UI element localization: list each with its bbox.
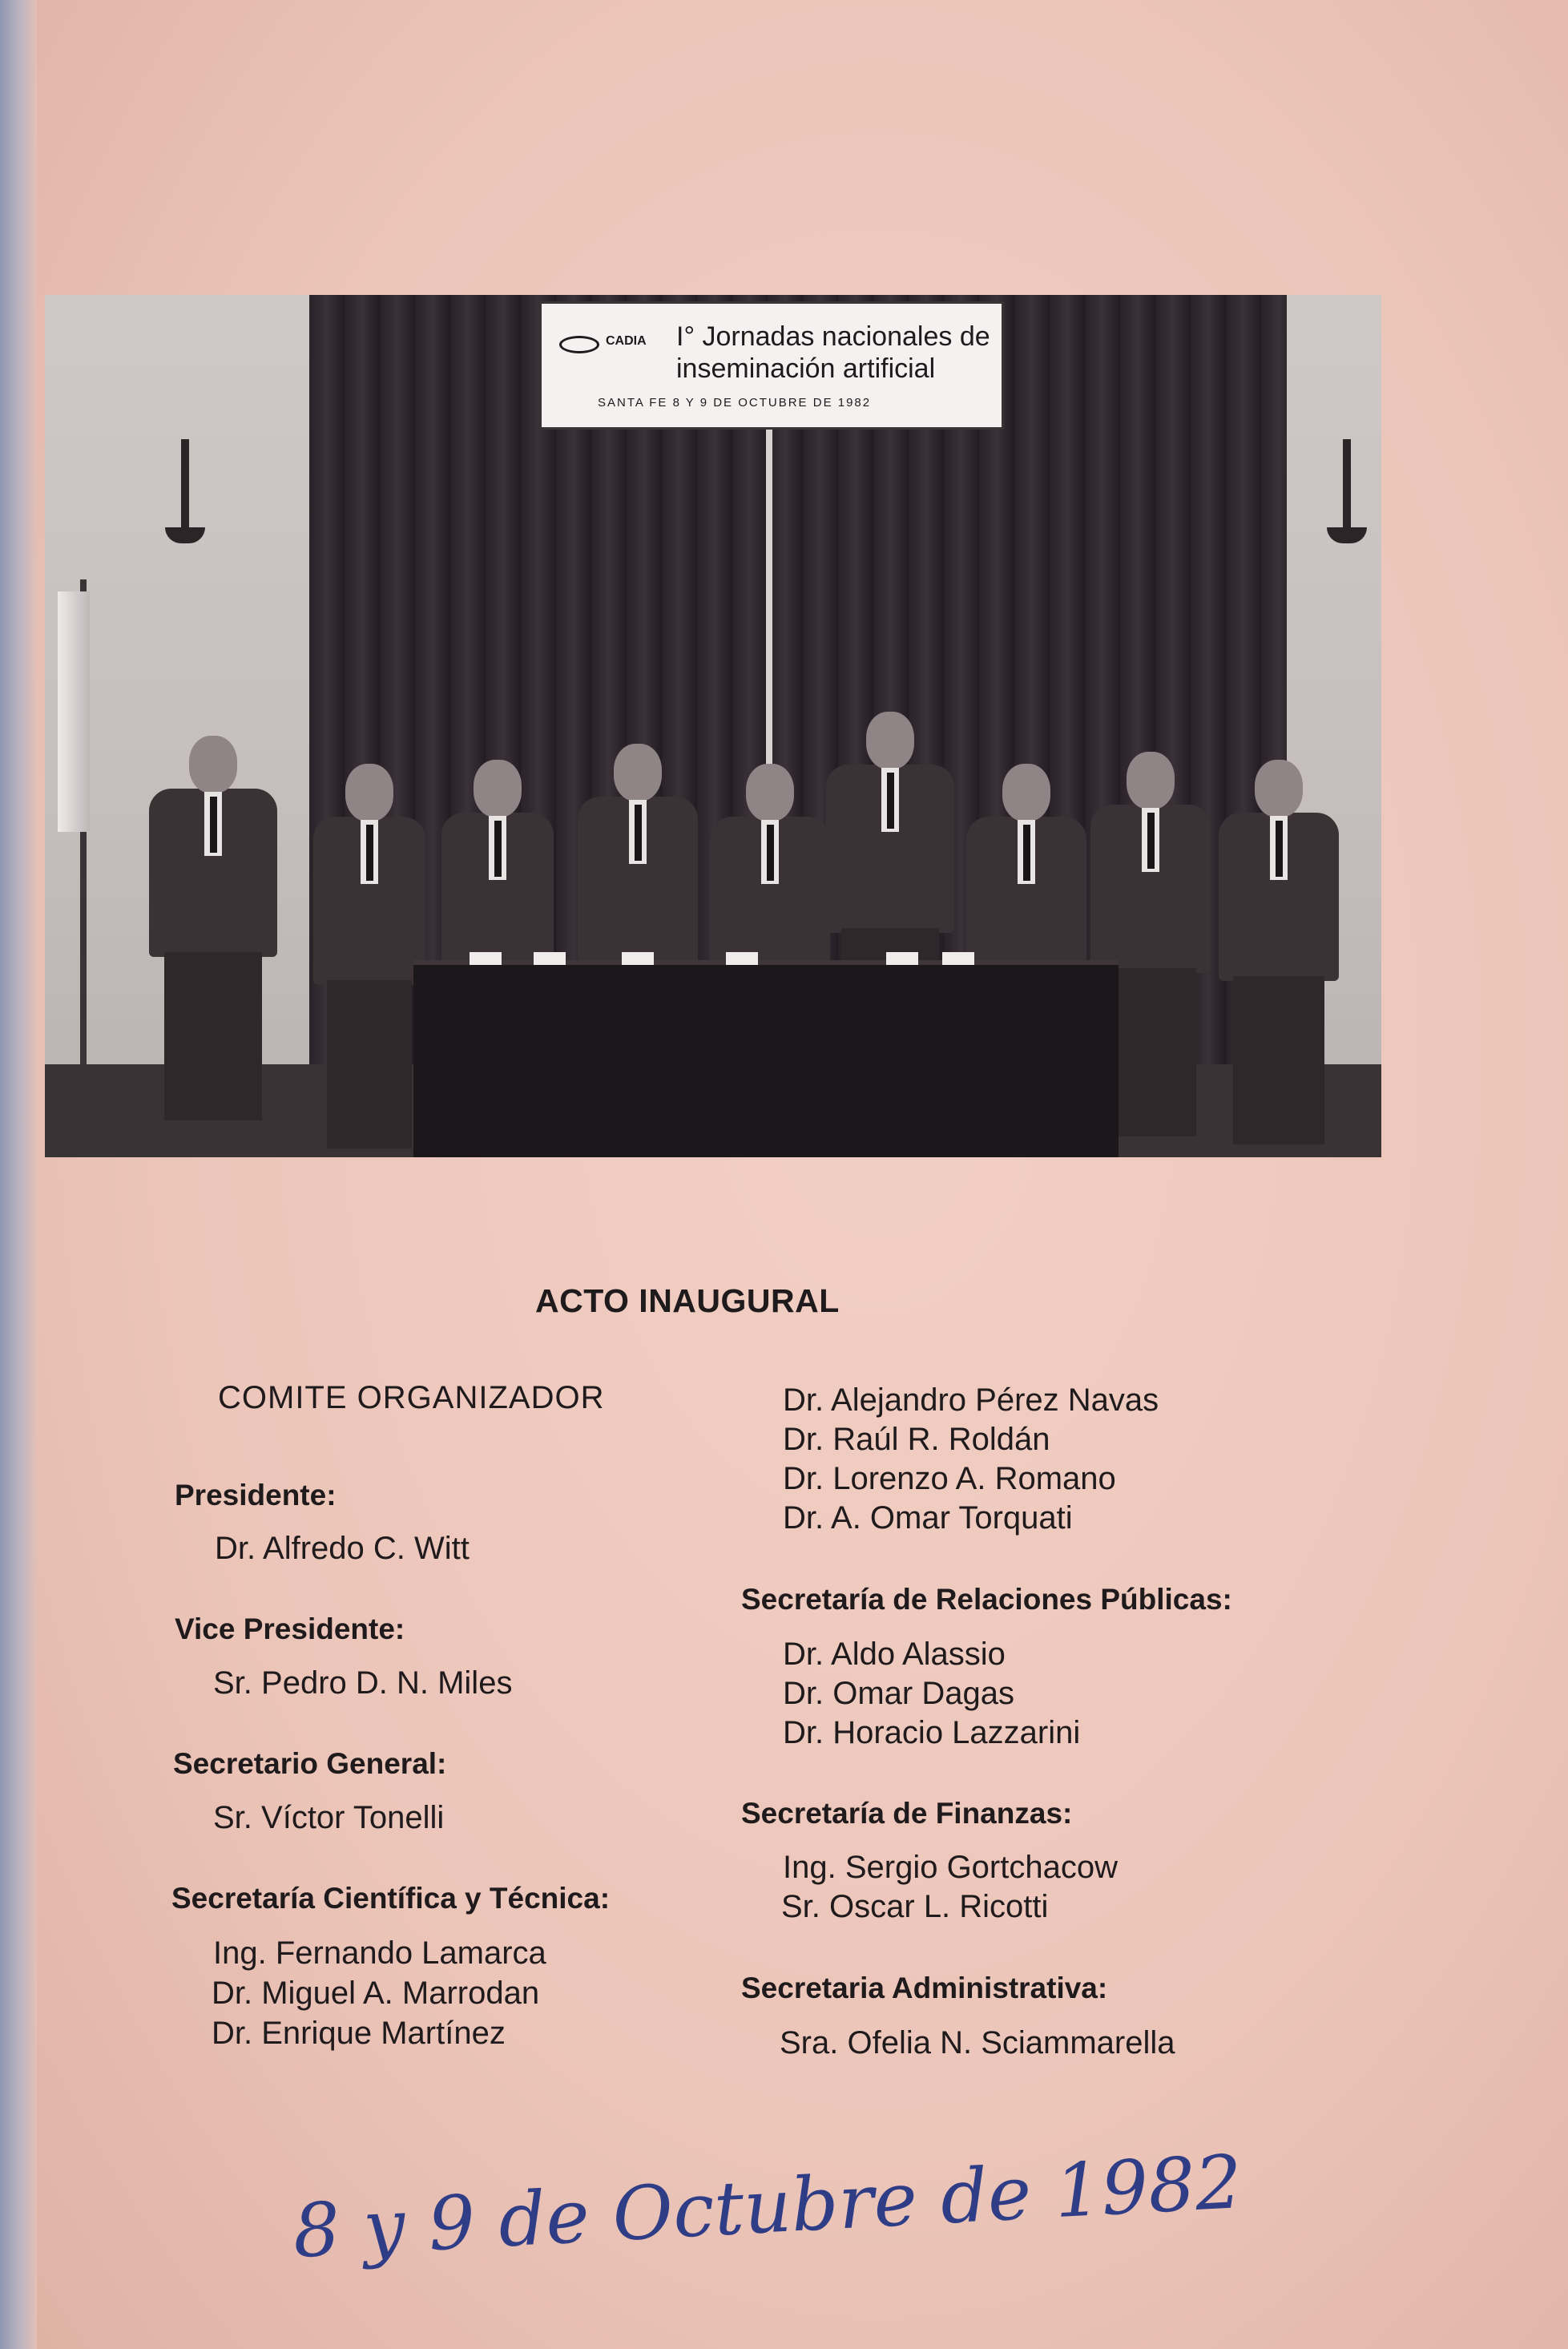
wall-lamp-right-icon: [1327, 439, 1367, 559]
secretary-general-name: Sr. Víctor Tonelli: [213, 1800, 445, 1835]
public-relations-member: Dr. Aldo Alassio: [783, 1637, 1006, 1672]
banner-line-1: I° Jornadas nacionales de: [676, 321, 990, 352]
scientific-member: Ing. Fernando Lamarca: [213, 1935, 546, 1971]
president-label: Presidente:: [175, 1479, 337, 1512]
name-card: [726, 952, 758, 965]
name-card: [622, 952, 654, 965]
admin-member: Sra. Ofelia N. Sciammarella: [780, 2025, 1175, 2060]
scientific-member: Dr. Alejandro Pérez Navas: [783, 1382, 1159, 1418]
name-card: [470, 952, 502, 965]
binding-spine: [0, 0, 37, 2349]
banner-line-3: SANTA FE 8 Y 9 DE OCTUBRE DE 1982: [598, 396, 872, 410]
event-banner: [539, 301, 1004, 430]
wall-lamp-left-icon: [165, 439, 205, 559]
vice-president-label: Vice Presidente:: [175, 1612, 405, 1645]
page-title: ACTO INAUGURAL: [535, 1282, 840, 1319]
scientific-member: Dr. Miguel A. Marrodan: [212, 1976, 540, 2011]
secretary-general-label: Secretario General:: [173, 1747, 447, 1780]
president-name: Dr. Alfredo C. Witt: [215, 1531, 470, 1566]
scientific-secretariat-label: Secretaría Científica y Técnica:: [171, 1882, 611, 1915]
committee-title: COMITE ORGANIZADOR: [218, 1380, 605, 1415]
scientific-member: Dr. Lorenzo A. Romano: [783, 1461, 1116, 1496]
flag: [58, 591, 90, 832]
cadia-logo-icon: [559, 336, 599, 353]
admin-secretariat-label: Secretaria Administrativa:: [741, 1972, 1108, 2004]
name-card: [942, 952, 974, 965]
banner-logo-text: CADIA: [606, 334, 647, 348]
finance-member: Ing. Sergio Gortchacow: [783, 1850, 1118, 1885]
vice-president-name: Sr. Pedro D. N. Miles: [213, 1665, 513, 1701]
banner-line-2: inseminación artificial: [676, 353, 936, 384]
scientific-member: Dr. Raúl R. Roldán: [783, 1422, 1050, 1457]
name-card: [886, 952, 918, 965]
scientific-member: Dr. Enrique Martínez: [212, 2016, 506, 2051]
name-card: [534, 952, 566, 965]
public-relations-member: Dr. Omar Dagas: [783, 1676, 1014, 1711]
handwritten-date-note: 8 y 9 de Octubre de 1982: [291, 2139, 1244, 2274]
inauguration-photo: [45, 295, 1381, 1157]
scientific-member: Dr. A. Omar Torquati: [783, 1500, 1073, 1536]
finance-member: Sr. Oscar L. Ricotti: [781, 1889, 1049, 1924]
public-relations-member: Dr. Horacio Lazzarini: [783, 1715, 1081, 1750]
public-relations-label: Secretaría de Relaciones Públicas:: [741, 1583, 1232, 1616]
finance-secretariat-label: Secretaría de Finanzas:: [741, 1797, 1073, 1830]
head-table: [413, 960, 1119, 1157]
